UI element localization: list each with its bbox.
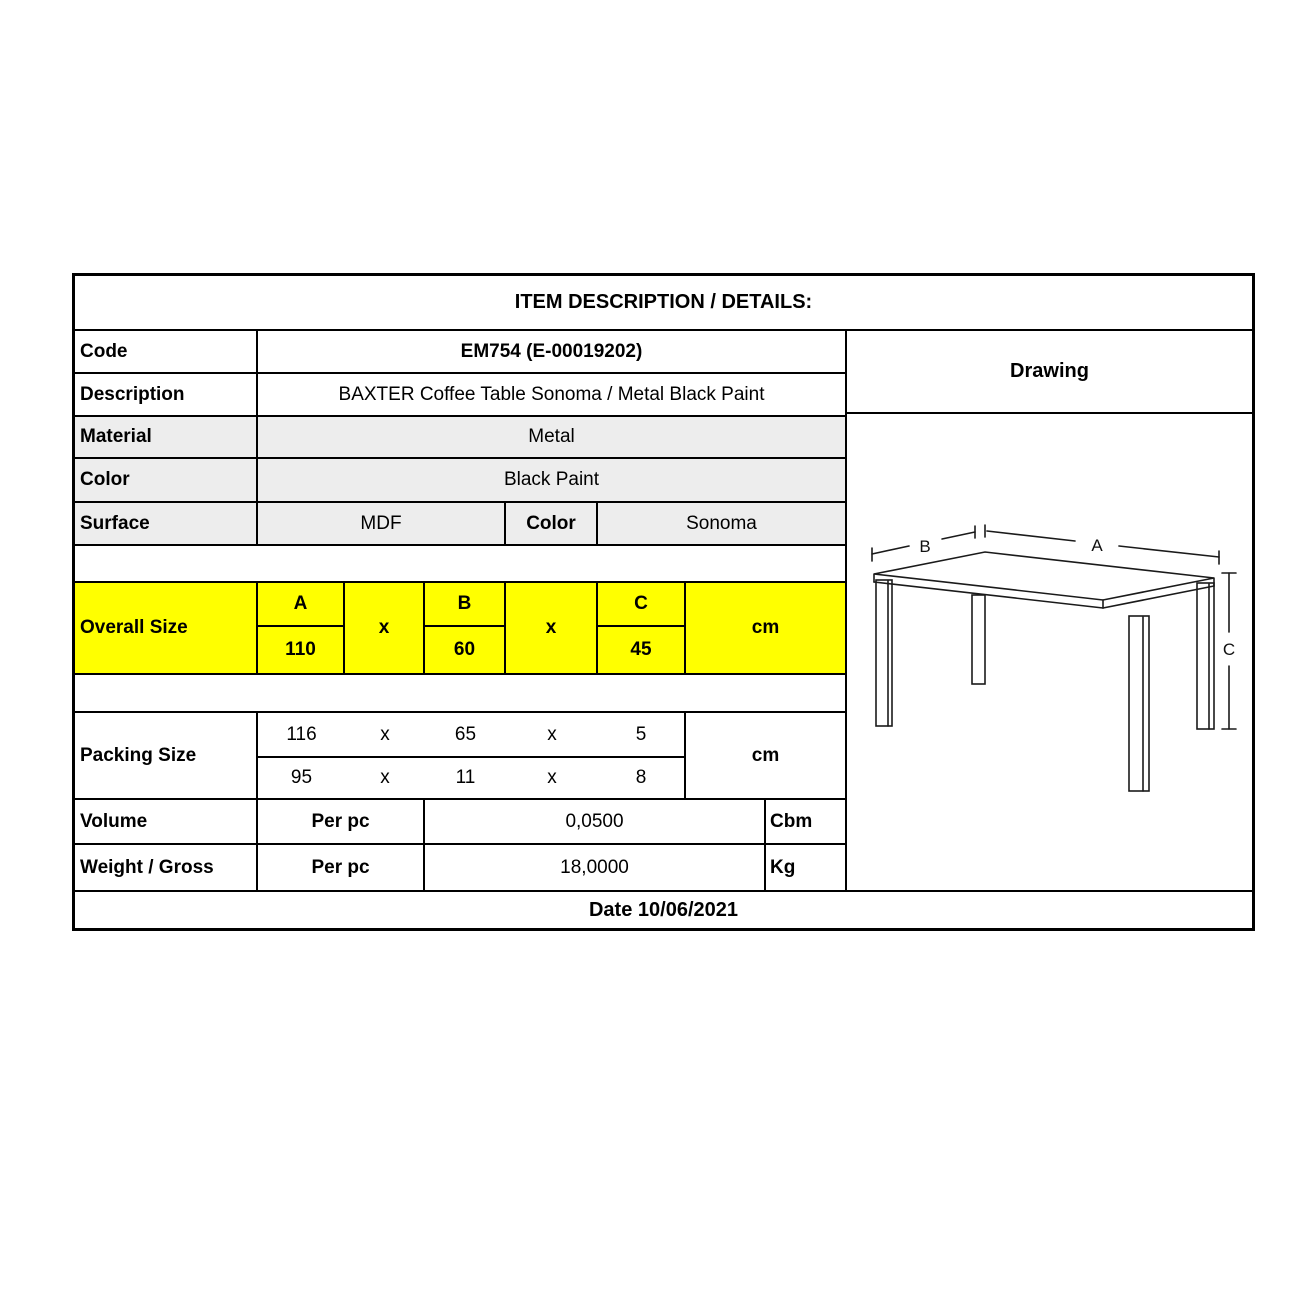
dim-a-cell [258, 583, 345, 673]
volume-unit: Cbm [770, 810, 813, 832]
date-row: Date 10/06/2021 [75, 890, 1252, 928]
surface-color-label: Color [506, 503, 598, 544]
drawing-canvas [847, 414, 1252, 890]
dim-c-drawing-label: C [1222, 640, 1236, 659]
packing-2-sep2: x [547, 767, 557, 788]
code-label: Code [75, 331, 258, 372]
dim-b-drawing-label: B [919, 537, 931, 556]
row-overall-size [75, 583, 845, 675]
surface-label: Surface [75, 503, 258, 544]
dim-a-name: A [258, 583, 343, 627]
weight-unit: Kg [770, 856, 796, 878]
packing-2-2: 11 [455, 767, 476, 788]
dim-c-cell [598, 583, 686, 673]
surface-color-value: Sonoma [686, 512, 757, 534]
packing-2-1: 95 [290, 767, 313, 788]
packing-1-sep: x [380, 723, 390, 745]
packing-size-label: Packing Size [75, 713, 258, 798]
dim-separator-2: x [506, 583, 598, 673]
dim-a-value: 110 [285, 639, 316, 660]
color-label: Color [75, 459, 258, 501]
packing-1-sep2: x [547, 723, 557, 745]
table-body [75, 331, 1252, 890]
drawing-header: Drawing [847, 331, 1252, 414]
spacer-row [75, 546, 845, 583]
weight-per: Per pc [258, 845, 425, 890]
description-label: Description [75, 374, 258, 415]
weight-label: Weight / Gross [75, 845, 258, 890]
drawing-column [847, 331, 1252, 890]
packing-values-box [258, 713, 686, 798]
dim-separator-1: x [345, 583, 425, 673]
volume-per: Per pc [258, 800, 425, 843]
surface-value: MDF [258, 503, 506, 544]
row-material [75, 417, 845, 459]
overall-size-unit: cm [751, 617, 780, 638]
color-value: Black Paint [503, 469, 600, 490]
dim-b-name: B [425, 583, 504, 627]
overall-size-label: Overall Size [75, 583, 258, 673]
spec-columns [75, 331, 847, 890]
packing-row-2 [258, 758, 684, 798]
table-illustration [847, 414, 1252, 885]
volume-label: Volume [75, 800, 258, 843]
dim-c-name: C [598, 583, 684, 627]
dim-a-drawing-label: A [1091, 536, 1103, 555]
row-surface [75, 503, 845, 546]
row-code [75, 331, 845, 374]
row-color [75, 459, 845, 503]
row-description [75, 374, 845, 417]
dim-c-value: 45 [630, 639, 652, 660]
description-value: BAXTER Coffee Table Sonoma / Metal Black Paint [338, 383, 765, 405]
dim-b-value: 60 [453, 639, 476, 660]
row-packing-size [75, 713, 845, 800]
packing-size-unit: cm [751, 744, 780, 766]
material-value: Metal [528, 426, 575, 447]
item-description-table [72, 273, 1255, 931]
packing-2-3: 8 [635, 767, 647, 788]
packing-row-1 [258, 713, 684, 758]
packing-2-sep: x [380, 767, 390, 788]
table-title: ITEM DESCRIPTION / DETAILS: [75, 276, 1252, 331]
material-label: Material [75, 417, 258, 457]
dim-b-cell [425, 583, 506, 673]
packing-1-1: 116 [286, 723, 317, 745]
weight-value: 18,0000 [425, 845, 766, 890]
spacer-row [75, 675, 845, 713]
row-volume [75, 800, 845, 845]
packing-1-3: 5 [635, 723, 647, 745]
row-weight [75, 845, 845, 890]
packing-1-2: 65 [454, 723, 477, 745]
code-value: EM754 (E-00019202) [460, 340, 643, 362]
volume-value: 0,0500 [425, 800, 766, 843]
